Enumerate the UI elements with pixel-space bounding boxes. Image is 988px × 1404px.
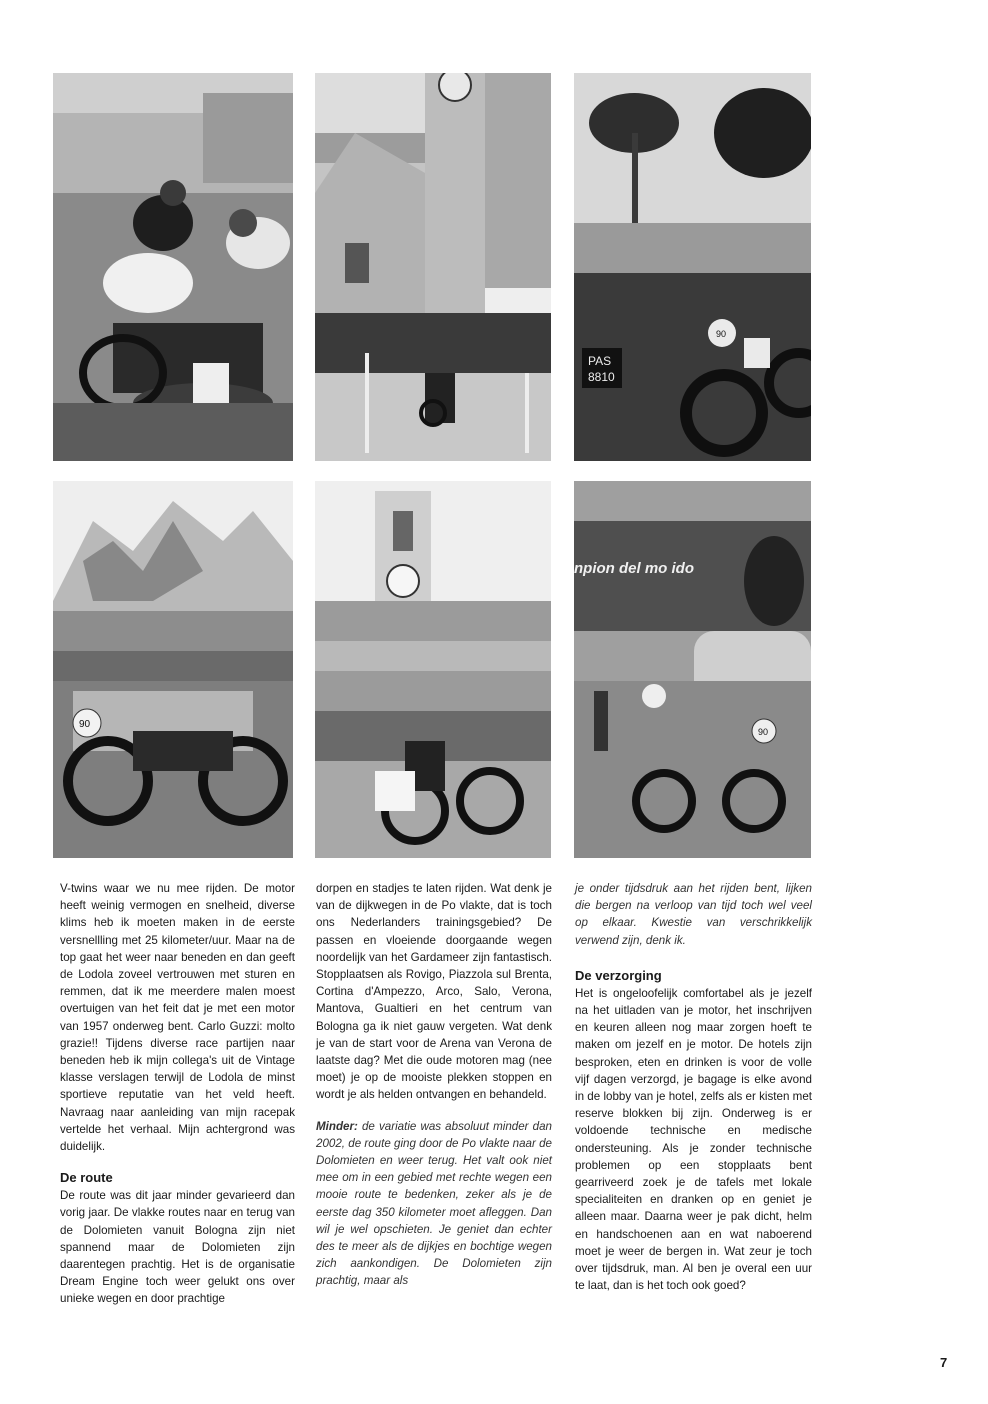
page-number: 7 <box>940 1355 948 1370</box>
text-column-1 <box>60 880 295 1308</box>
text-column-3 <box>575 880 812 1294</box>
race-number: 90 <box>716 329 727 339</box>
col3-italic-text: je onder tijdsdruk aan het rijden bent, lijken die bergen na verloop van tijd toch wel veel op elkaar. Kwestie van verschrikkelijk verwend zijn, denk ik. <box>575 882 812 947</box>
col2-paragraph-2 <box>316 1118 552 1290</box>
heading-de-verzorging: De verzorging <box>575 967 662 983</box>
minder-label: Minder: <box>316 1119 358 1133</box>
photo-clock-tower-rider <box>315 481 551 858</box>
col3-paragraph-2: Het is ongeloofelijk comfortabel als je jezelf na het uitladen van je motor, het inschrijven en keuren alleen nog maar zorgen hoeft te maken om jezelf en je motor. De hotels zijn besproken, eten en drinken is voor de volle vijf dagen verzorgd, je bagage is elke avond in de lobby van je hotel, zelfs als er kisten met reserve blokken bij zijn. Onderweg is er voldoende technische en medische ondersteuning. Als je zonder technische problemen op een stopplaats bent gearriveerd zoek je de tafels met lokale specialiteiten en dranken op en geniet je alleen maar. Daarna weer je pak dicht, helm en handschoenen aan en wat naboerend moet je weer de bergen in. Wat zeur je toch over tijdsdruk, man. Al ben je overal een uur te laat, dan is het toch ook goed? <box>575 986 812 1293</box>
svg-text:90: 90 <box>758 727 769 737</box>
col1-paragraph-1: V-twins waar we nu mee rijden. De motor heeft weinig vermogen en snelheid, diverse klims heb ik moeten maken in de eerste versnellling met 25 kilometer/uur. Maar na de top gaat het weer naar beneden en dan geeft de Lodola zoveel vertrouwen met sturen en remmen, dat ik me meerdere malen moest overtuigen van het feit dat je met een motor van 1957 onderweg bent. Carlo Guzzi: molto grazie!! Tijdens diverse race partijen naar beneden heb ik mijn collega's uit de Vintage klasse verslagen terwijl de Lodola de minst sportieve reputatie van het veld heeft. Navraag naar aanleiding van mijn racepak vertelde het verhaal. Mijn achtergrond was duidelijk. <box>60 882 295 1154</box>
col1-paragraph-2: De route was dit jaar minder gevarieerd dan vorig jaar. De vlakke routes naar en terug van de Dolomieten vanuit Bologna zijn niet spannend maar de Dolomieten zijn daarentegen prachtig. Het is de organisatie Dream Engine toch weer gelukt ons over unieke wegen en door prachtige <box>60 1189 295 1306</box>
photo-mountain-motorcycle <box>53 481 293 858</box>
col3-paragraph-1 <box>575 880 812 949</box>
svg-text:8810: 8810 <box>588 370 615 384</box>
photo-motorcycles-palms <box>574 73 811 461</box>
minder-text: de variatie was absoluut minder dan 2002, de route ging door de Po vlakte naar de Dolomieten en weer terug. Het valt ook niet mee om in een gebied met rechte wegen een mooie route te bedenken, zeker als je de eerste dag 350 kilometer moet afleggen. Dan wil je wel opschieten. Je geniet dan echter des te meer als de dijkjes en bochtige wegen zich aankondigen. De Dolomieten zijn prachtig, maar als <box>316 1119 552 1288</box>
banner-text: npion del mo ido <box>574 560 694 577</box>
col2-paragraph-1: dorpen en stadjes te laten rijden. Wat denk je van de dijkwegen in de Po vlakte, dat is toch ons Nederlanders trainingsgebied? De passen en vloeiende doorgaande wegen noordelijk van het Gardameer zijn fantastisch. Stopplaatsen als Rovigo, Piazzola sul Brenta, Cortina d'Ampezzo, Arco, Salo, Verona, Mantova, Gualtieri en het centrum van Bologna ga ik niet gauw vergeten. Wat denk je van de start voor de Arena van Verona de laatste dag? Met die oude motoren mag (nee moet) je op de mooiste plekken stoppen en wordt je als helden ontvangen en behandeld. <box>316 882 552 1102</box>
heading-de-route: De route <box>60 1170 113 1186</box>
plate-text: PAS <box>588 354 612 368</box>
photo-clock-tower-square <box>315 73 551 461</box>
text-column-2 <box>316 880 552 1290</box>
photo-mechanics <box>53 73 293 461</box>
photo-racing-banner <box>574 481 811 858</box>
svg-text:90: 90 <box>79 719 91 730</box>
